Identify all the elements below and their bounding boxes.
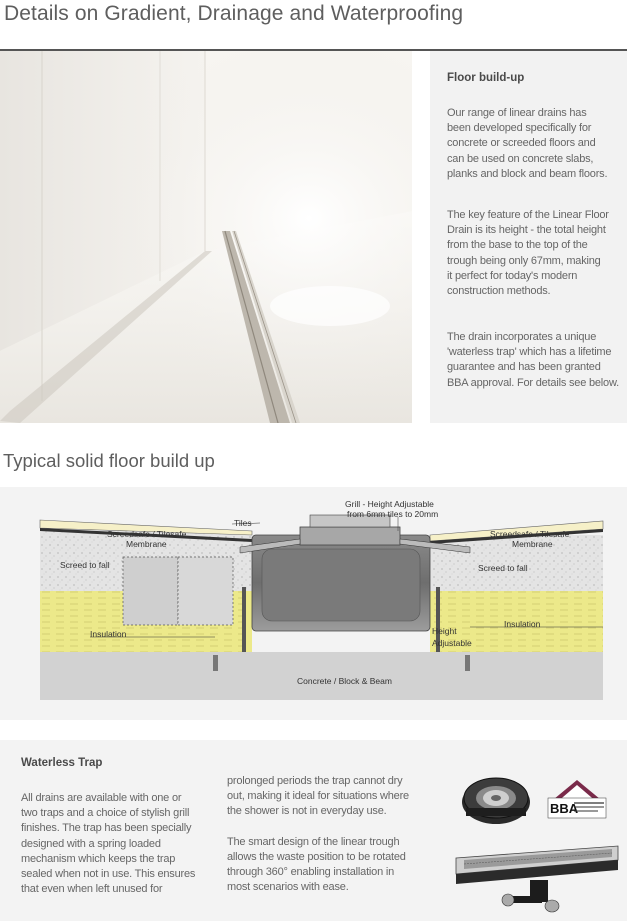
floor-buildup-heading: Floor build-up <box>447 72 525 84</box>
label-concrete: Concrete / Block & Beam <box>297 676 392 686</box>
label-insulation-left: Insulation <box>90 629 127 639</box>
label-grill-1: Grill - Height Adjustable <box>345 499 434 509</box>
section-title: Typical solid floor build up <box>3 450 215 471</box>
trap-product-image <box>458 768 534 835</box>
floor-buildup-diagram <box>0 487 627 720</box>
grill <box>300 527 400 545</box>
label-height-2: Adjustable <box>432 638 472 648</box>
label-height-1: Height <box>432 626 457 636</box>
label-membrane-right-1: Screedsafe / Tilesafe <box>490 529 570 539</box>
label-tiles: Tiles <box>234 518 252 528</box>
label-screed-right: Screed to fall <box>478 563 528 573</box>
label-membrane-right-2: Membrane <box>512 539 553 549</box>
floor-buildup-paragraph-3: The drain incorporates a unique 'waterless trap' which has a lifetime guarantee and has been granted BBA approval. For details see below. <box>447 331 619 389</box>
linear-drain-photo <box>0 51 412 423</box>
linear-drain-product-image <box>452 840 622 923</box>
waterless-trap-heading: Waterless Trap <box>21 757 103 769</box>
bba-logo <box>546 778 608 825</box>
label-insulation-right: Insulation <box>504 619 541 629</box>
bba-logo-text: BBA <box>550 801 579 816</box>
floor-buildup-panel <box>430 51 627 423</box>
label-membrane-left-1: Screedsafe / Tilesafe <box>107 529 187 539</box>
waterless-trap-column-1: All drains are available with one or two traps and a choice of stylish grill finishes. The trap has been specially designed with a spring loaded mechanism which keeps the trap sealed when not in use. This ensures that even when left unused for <box>21 792 196 896</box>
page-title: Details on Gradient, Drainage and Waterproofing <box>4 2 464 25</box>
label-grill-2: from 6mm tiles to 20mm <box>347 509 439 519</box>
label-screed-left: Screed to fall <box>60 560 110 570</box>
waterless-trap-column-2: prolonged periods the trap cannot dry out, making it ideal for situations where the shower is not in everyday use. The smart design of the linear trough allows the waste position to be rotated through 360° enabling installation in most scenarios with ease. <box>227 775 409 894</box>
label-membrane-left-2: Membrane <box>126 539 167 549</box>
floor-buildup-paragraph-2: The key feature of the Linear Floor Drain is its height - the total height from the base to the top of the trough being only 67mm, making it perfect for today's modern construction methods. <box>447 209 609 298</box>
floor-buildup-paragraph-1: Our range of linear drains has been developed specifically for concrete or screeded floors and can be used on concrete slabs, planks and block and beam floors. <box>447 107 608 180</box>
waterless-trap-panel <box>0 740 627 921</box>
